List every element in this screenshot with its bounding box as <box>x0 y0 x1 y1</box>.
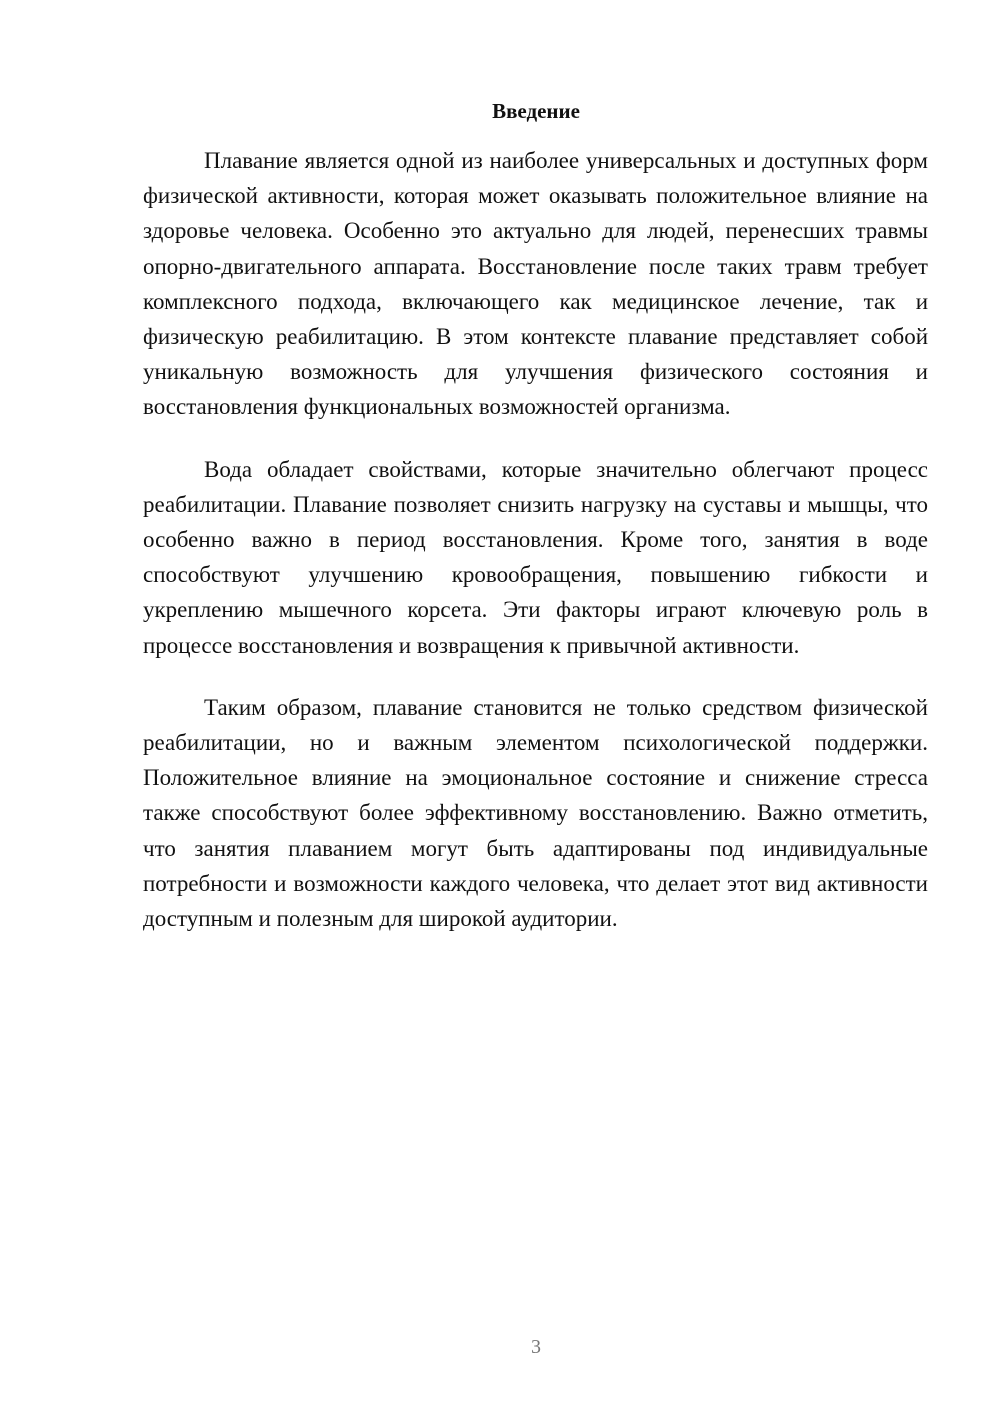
page-number: 3 <box>531 1336 541 1358</box>
paragraph-2: Вода обладает свойствами, которые значительно облегчают процесс реабилитации. Плавание позволяет снизить нагрузку на суставы и мышцы, что особенно важно в период восстановления. Кроме того, занятия в воде способствуют улучшению кровообращения, повышению гибкости и укреплению мышечного корсета. Эти факторы играют ключевую роль в процессе восстановления и возвращения к привычной активности. <box>143 456 928 658</box>
body-text <box>143 143 928 936</box>
section-title: Введение <box>492 99 580 123</box>
paragraph-1: Плавание является одной из наиболее универсальных и доступных форм физической активности, которая может оказывать положительное влияние на здоровье человека. Особенно это актуально для людей, перенесших травмы опорно-двигательного аппарата. Восстановление после таких травм требует комплексного подхода, включающего как медицинское лечение, так и физическую реабилитацию. В этом контексте плавание представляет собой уникальную возможность для улучшения физического состояния и восстановления функциональных возможностей организма. <box>143 148 928 420</box>
paragraph-3: Таким образом, плавание становится не только средством физической реабилитации, но и важным элементом психологической поддержки. Положительное влияние на эмоциональное состояние и снижение стресса также способствуют более эффективному восстановлению. Важно отметить, что занятия плаванием могут быть адаптированы под индивидуальные потребности и возможности каждого человека, что делает этот вид активности доступным и полезным для широкой аудитории. <box>143 694 928 932</box>
